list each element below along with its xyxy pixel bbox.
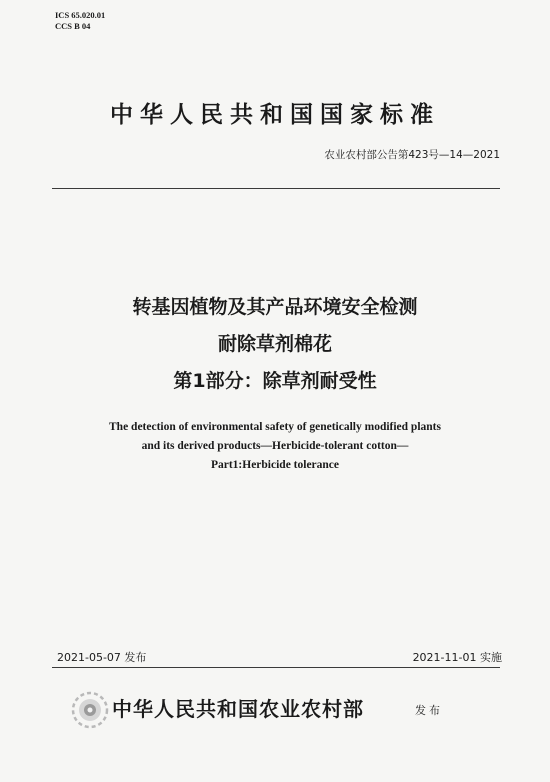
title-en-line3: Part1:Herbicide tolerance	[210, 459, 340, 471]
title-en-line1: The detection of environmental safety of genetically modified plants	[109, 421, 441, 433]
publisher-name: 中华人民共和国农业农村部	[112, 697, 364, 721]
title-cn-line1: 转基因植物及其产品环境安全检测	[132, 296, 418, 318]
ics-code: ICS 65.020.01	[55, 10, 106, 20]
standard-header: 中华人民共和国国家标准	[110, 101, 440, 128]
ccs-code: CCS B 04	[55, 21, 91, 31]
bulletin-number: 农业农村部公告第423号—14—2021	[324, 149, 500, 161]
title-cn-line2: 耐除草剂棉花	[217, 333, 332, 355]
bottom-divider	[52, 667, 500, 668]
issue-date: 2021-05-07 发布	[57, 651, 147, 664]
publisher-suffix: 发布	[415, 704, 443, 717]
classification-codes	[55, 10, 105, 32]
ministry-emblem-icon	[70, 690, 110, 730]
title-cn-line3: 第1部分：除草剂耐受性	[173, 370, 377, 392]
implement-date: 2021-11-01 实施	[412, 651, 502, 664]
title-en-line2: and its derived products—Herbicide-tolerant cotton—	[141, 440, 409, 452]
top-divider	[52, 188, 500, 189]
